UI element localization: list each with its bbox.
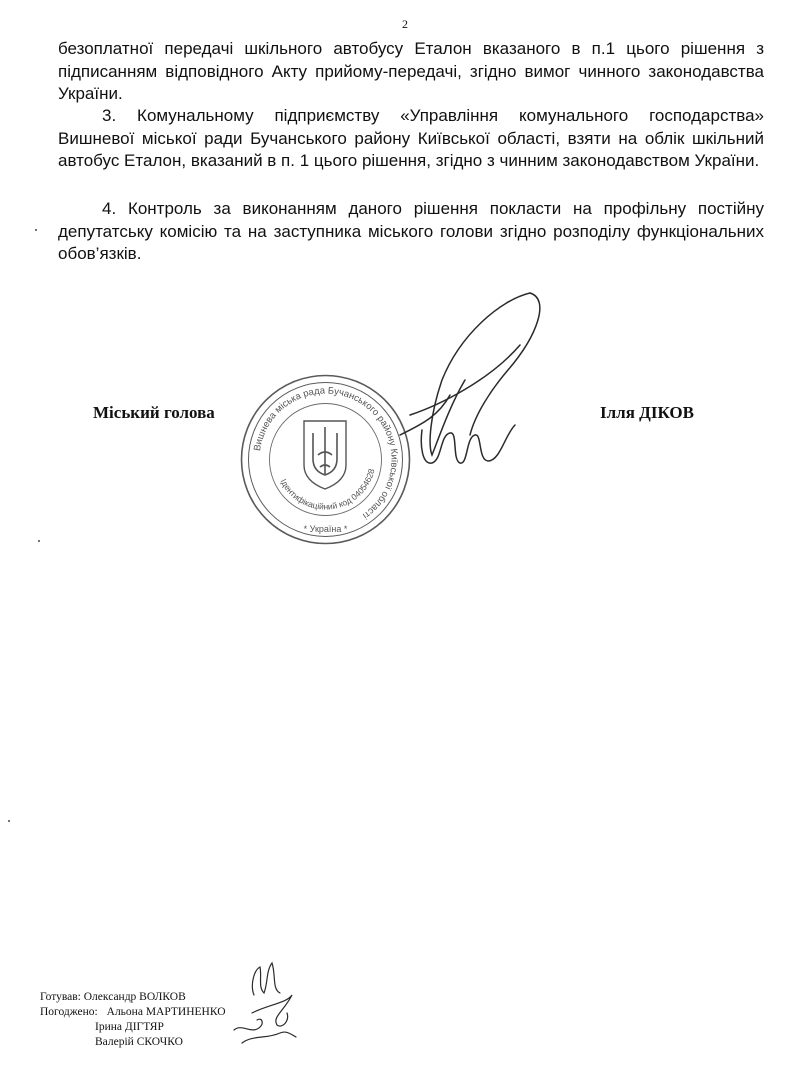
scan-speck xyxy=(8,820,10,822)
prepared-label: Готував: xyxy=(40,991,81,1003)
prepared-name: Олександр ВОЛКОВ xyxy=(83,991,186,1003)
paragraph-4-text: 4. Контроль за виконанням даного рішення покласти на профільну постійну депутатську комісію та на заступника міського голови згідно розподілу функціональних обов’язків. xyxy=(58,199,764,263)
agreed-label: Погоджено: xyxy=(40,1006,98,1018)
paragraph-continuation xyxy=(58,38,764,106)
stamp-inner-text: Ідентифікаційний код 04054628 xyxy=(278,467,377,512)
stamp-bottom-text: * Україна * xyxy=(303,524,348,534)
paragraph-1-text: безоплатної передачі шкільного автобусу Еталон вказаного в п.1 цього рішення з підписанням відповідного Акту прийому-передачі, згідно вимог чинного законодавства України. xyxy=(58,39,764,103)
mayor-signature xyxy=(380,285,590,495)
agreed-line-1 xyxy=(40,1005,226,1020)
page-number: 2 xyxy=(402,17,408,31)
footer-signatures xyxy=(232,955,302,1050)
scan-speck xyxy=(35,229,37,231)
prepared-by-line xyxy=(40,990,186,1005)
agreed-name-2: Ірина ДІГТЯР xyxy=(95,1021,164,1033)
trident-emblem-icon xyxy=(304,421,346,489)
stamp-ring-text: Вишнева міська рада Бучанського району Київської області xyxy=(252,385,400,521)
mayor-title: Міський голова xyxy=(93,403,215,422)
scan-speck xyxy=(38,540,40,542)
mayor-name: Ілля ДІКОВ xyxy=(600,403,694,422)
agreed-name-3: Валерій СКОЧКО xyxy=(95,1036,183,1048)
agreed-name-1: Альона МАРТИНЕНКО xyxy=(106,1006,226,1018)
paragraph-3 xyxy=(58,105,764,173)
paragraph-3-text: 3. Комунальному підприємству «Управління комунального господарства» Вишневої міської ради Бучанського району Київської області, взяти на облік шкільний автобус Еталон, вказаний в п. 1 цього рішення, згідно з чинним законодавством України. xyxy=(58,106,764,170)
paragraph-4 xyxy=(58,198,764,266)
